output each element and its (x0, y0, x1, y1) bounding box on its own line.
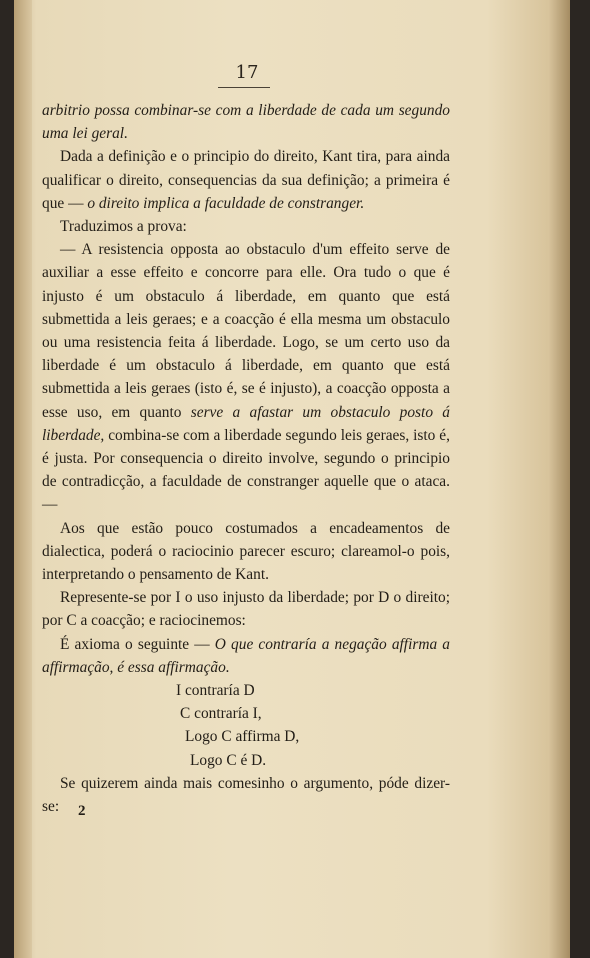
page-gutter (14, 0, 32, 958)
page-fore-edge (548, 0, 570, 958)
syllogism-line: C contraría I, (180, 705, 262, 723)
syllogism-line: Logo C affirma D, (185, 728, 300, 746)
paragraph-7 (42, 633, 450, 679)
paragraph-text: É axioma o seguinte — (60, 635, 215, 653)
page-number: 17 (235, 62, 259, 83)
paragraph-3: Traduzimos a prova: (60, 218, 187, 236)
syllogism-line: I contraría D (176, 682, 255, 700)
syllogism-line: Logo C é D. (190, 751, 267, 769)
paragraph-4 (42, 238, 450, 516)
italic-text: serve a afastar um obstaculo posto á liberdade, (42, 403, 451, 444)
paragraph-text: — A resistencia opposta ao obstaculo d'um effeito serve de auxiliar a esse effeito e concorre para elle. Ora tudo o que é injusto é um obstaculo á liberdade, em quanto que está submettida a leis geraes; e a coacção é ella mesma um obstaculo ou uma resistencia feita á liberdade. Logo, se um certo uso da liberdade é um obstaculo á liberdade, em quanto que está submettida a leis geraes (isto é, se é injusto), a coacção opposta a esse uso, em quanto (42, 241, 450, 421)
paragraph-text: Dada a definição e o principio do direito, Kant tira, para ainda qualificar o direito, consequencias da sua definição; a primeira é que — (42, 148, 450, 212)
italic-text: arbitrio possa combinar-se com a liberdade de cada um segundo uma lei geral. (42, 102, 450, 143)
italic-text: O que contraría a negação affirma a affirmação, é essa affirmação. (42, 635, 450, 676)
signature-mark: 2 (78, 803, 86, 819)
body-text (42, 99, 450, 818)
paragraph-1 (42, 99, 450, 145)
italic-text: o direito implica a faculdade de constranger. (87, 194, 365, 212)
syllogism (42, 679, 450, 772)
paragraph-6: Represente-se por I o uso injusto da liberdade; por D o direito; por C a coacção; e raciocinemos: (42, 589, 450, 630)
book-page (14, 0, 570, 958)
paragraph-2 (42, 145, 450, 215)
paragraph-5: Aos que estão pouco costumados a encadeamentos de dialectica, poderá o raciocinio parecer escuro; clareamol-o pois, interpretando o pensamento de Kant. (42, 519, 450, 584)
paragraph-text: combina-se com a liberdade segundo leis geraes, isto é, é justa. Por consequencia o direito involve, segundo o principio de contradicção, a faculdade de constranger aquelle que o ataca. — (42, 426, 450, 514)
paragraph-8: Se quizerem ainda mais comesinho o argumento, póde dizer-se: (42, 774, 450, 816)
header-rule (218, 87, 270, 88)
